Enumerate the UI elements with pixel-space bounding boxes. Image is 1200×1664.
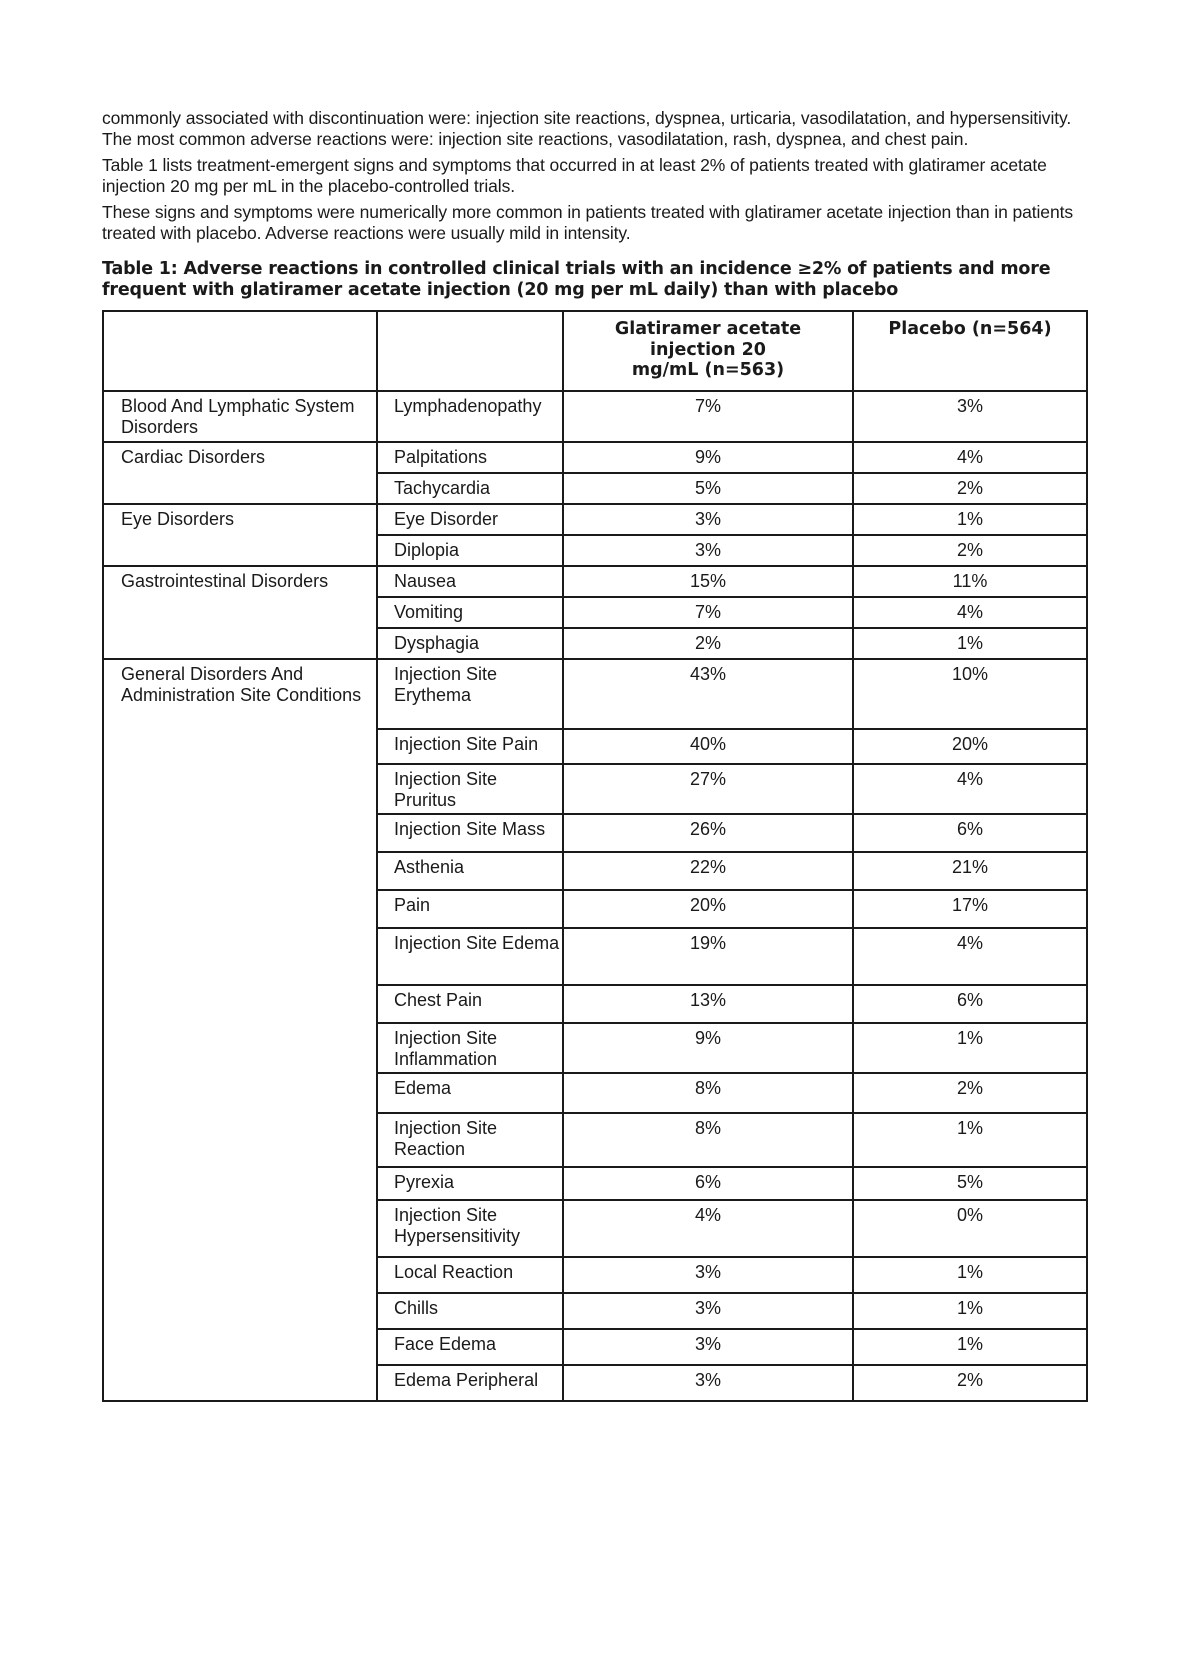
placebo-value-cell: 0% — [853, 1200, 1087, 1257]
glatiramer-value-cell: 5% — [563, 473, 853, 504]
placebo-value-cell: 2% — [853, 1365, 1087, 1401]
placebo-value-cell: 4% — [853, 928, 1087, 985]
term-cell: Diplopia — [377, 535, 563, 566]
intro-paragraph-1: commonly associated with discontinuation were: injection site reactions, dyspnea, urticaria, vasodilatation, and hypersensitivity. The most common adverse reactions were: injection site reactions, vasodilatation, rash, dyspnea, and chest pain. — [102, 108, 1072, 149]
term-cell: Injection Site Reaction — [377, 1113, 563, 1167]
category-cell: Blood And Lymphatic System Disorders — [103, 391, 377, 442]
category-cell: General Disorders And Administration Site Conditions — [103, 659, 377, 1401]
glatiramer-value-cell: 3% — [563, 1365, 853, 1401]
header-placebo: Placebo (n=564) — [853, 311, 1087, 391]
glatiramer-value-cell: 7% — [563, 391, 853, 442]
category-cell: Eye Disorders — [103, 504, 377, 566]
glatiramer-value-cell: 26% — [563, 814, 853, 852]
term-cell: Asthenia — [377, 852, 563, 890]
placebo-value-cell: 1% — [853, 1023, 1087, 1073]
glatiramer-value-cell: 8% — [563, 1113, 853, 1167]
term-cell: Edema Peripheral — [377, 1365, 563, 1401]
term-cell: Nausea — [377, 566, 563, 597]
placebo-value-cell: 11% — [853, 566, 1087, 597]
term-cell: Injection Site Pruritus — [377, 764, 563, 814]
term-cell: Pain — [377, 890, 563, 928]
glatiramer-value-cell: 7% — [563, 597, 853, 628]
glatiramer-value-cell: 4% — [563, 1200, 853, 1257]
placebo-value-cell: 6% — [853, 985, 1087, 1023]
placebo-value-cell: 1% — [853, 504, 1087, 535]
term-cell: Tachycardia — [377, 473, 563, 504]
glatiramer-value-cell: 8% — [563, 1073, 853, 1113]
placebo-value-cell: 4% — [853, 597, 1087, 628]
table-row — [103, 391, 1087, 442]
document-page — [102, 108, 1087, 1402]
placebo-value-cell: 1% — [853, 1329, 1087, 1365]
term-cell: Eye Disorder — [377, 504, 563, 535]
placebo-value-cell: 6% — [853, 814, 1087, 852]
glatiramer-value-cell: 9% — [563, 1023, 853, 1073]
glatiramer-value-cell: 27% — [563, 764, 853, 814]
placebo-value-cell: 21% — [853, 852, 1087, 890]
placebo-value-cell: 20% — [853, 729, 1087, 764]
table-row — [103, 566, 1087, 597]
glatiramer-value-cell: 3% — [563, 1329, 853, 1365]
term-cell: Lymphadenopathy — [377, 391, 563, 442]
glatiramer-value-cell: 13% — [563, 985, 853, 1023]
header-term — [377, 311, 563, 391]
glatiramer-value-cell: 43% — [563, 659, 853, 729]
header-glatiramer: Glatiramer acetate injection 20 mg/mL (n=563) — [563, 311, 853, 391]
table-row — [103, 504, 1087, 535]
term-cell: Vomiting — [377, 597, 563, 628]
glatiramer-value-cell: 6% — [563, 1167, 853, 1200]
glatiramer-value-cell: 19% — [563, 928, 853, 985]
placebo-value-cell: 3% — [853, 391, 1087, 442]
placebo-value-cell: 1% — [853, 1293, 1087, 1329]
placebo-value-cell: 2% — [853, 535, 1087, 566]
placebo-value-cell: 2% — [853, 1073, 1087, 1113]
category-cell: Gastrointestinal Disorders — [103, 566, 377, 659]
term-cell: Chest Pain — [377, 985, 563, 1023]
term-cell: Injection Site Mass — [377, 814, 563, 852]
table-caption: Table 1: Adverse reactions in controlled clinical trials with an incidence ≥2% of patients and more frequent with glatiramer acetate injection (20 mg per mL daily) than with placebo — [102, 259, 1051, 300]
adverse-reactions-table — [102, 310, 1088, 1402]
placebo-value-cell: 1% — [853, 628, 1087, 659]
table-header-row — [103, 311, 1087, 391]
placebo-value-cell: 1% — [853, 1113, 1087, 1167]
glatiramer-value-cell: 15% — [563, 566, 853, 597]
term-cell: Pyrexia — [377, 1167, 563, 1200]
term-cell: Injection Site Erythema — [377, 659, 563, 729]
placebo-value-cell: 5% — [853, 1167, 1087, 1200]
placebo-value-cell: 1% — [853, 1257, 1087, 1293]
term-cell: Edema — [377, 1073, 563, 1113]
term-cell: Local Reaction — [377, 1257, 563, 1293]
category-cell: Cardiac Disorders — [103, 442, 377, 504]
term-cell: Injection Site Inflammation — [377, 1023, 563, 1073]
table-row — [103, 442, 1087, 473]
glatiramer-value-cell: 9% — [563, 442, 853, 473]
header-category — [103, 311, 377, 391]
glatiramer-value-cell: 22% — [563, 852, 853, 890]
glatiramer-value-cell: 3% — [563, 1293, 853, 1329]
glatiramer-value-cell: 20% — [563, 890, 853, 928]
placebo-value-cell: 10% — [853, 659, 1087, 729]
table-body — [103, 391, 1087, 1401]
glatiramer-value-cell: 3% — [563, 504, 853, 535]
term-cell: Chills — [377, 1293, 563, 1329]
placebo-value-cell: 4% — [853, 764, 1087, 814]
intro-paragraph-2: Table 1 lists treatment-emergent signs and symptoms that occurred in at least 2% of patients treated with glatiramer acetate injection 20 mg per mL in the placebo-controlled trials. — [102, 155, 1047, 196]
term-cell: Dysphagia — [377, 628, 563, 659]
table-row — [103, 659, 1087, 729]
term-cell: Injection Site Hypersensitivity — [377, 1200, 563, 1257]
glatiramer-value-cell: 2% — [563, 628, 853, 659]
glatiramer-value-cell: 3% — [563, 1257, 853, 1293]
placebo-value-cell: 17% — [853, 890, 1087, 928]
placebo-value-cell: 4% — [853, 442, 1087, 473]
glatiramer-value-cell: 40% — [563, 729, 853, 764]
intro-paragraph-3: These signs and symptoms were numerically more common in patients treated with glatiramer acetate injection than in patients treated with placebo. Adverse reactions were usually mild in intensity. — [102, 202, 1073, 243]
term-cell: Palpitations — [377, 442, 563, 473]
term-cell: Injection Site Edema — [377, 928, 563, 985]
glatiramer-value-cell: 3% — [563, 535, 853, 566]
term-cell: Face Edema — [377, 1329, 563, 1365]
placebo-value-cell: 2% — [853, 473, 1087, 504]
term-cell: Injection Site Pain — [377, 729, 563, 764]
